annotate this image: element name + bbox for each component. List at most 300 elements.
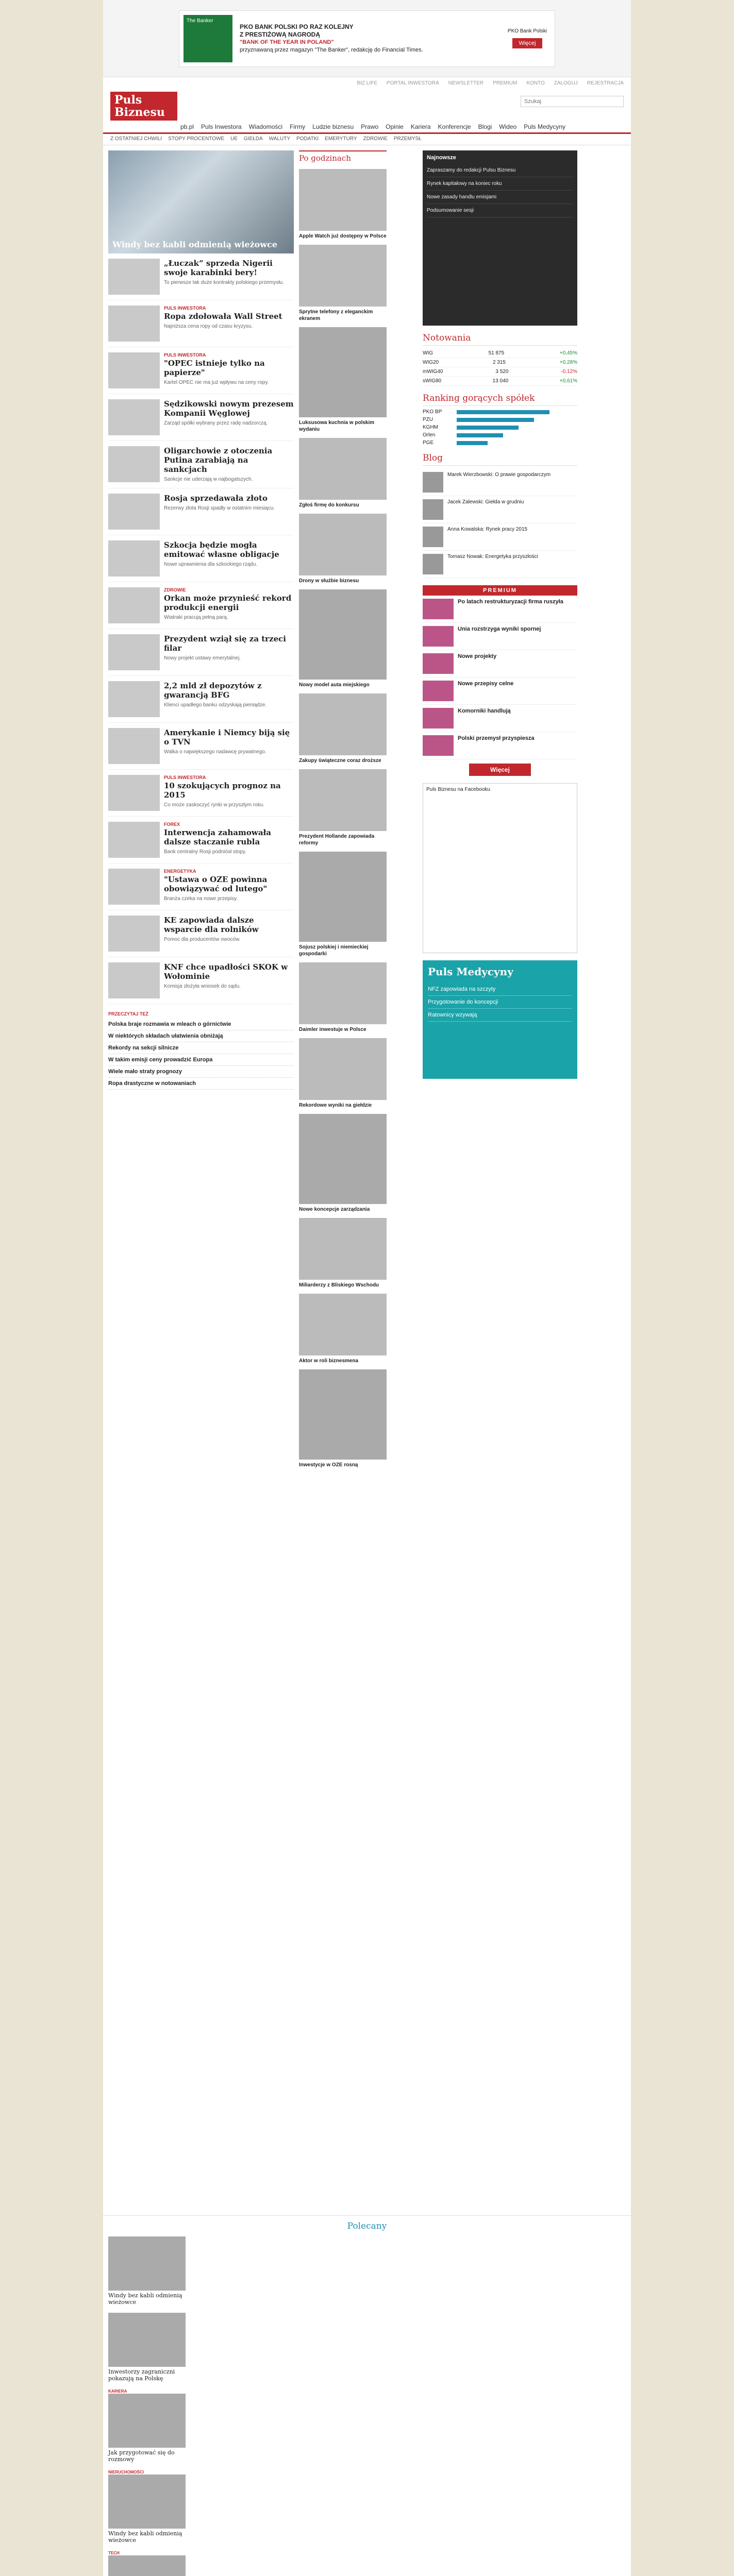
nav-item[interactable]: Kariera: [410, 123, 431, 130]
stock-change: +0,61%: [559, 378, 577, 384]
subnav-item[interactable]: WALUTY: [269, 136, 291, 142]
ranking-name: KGHM: [423, 425, 438, 430]
article-item[interactable]: [108, 394, 294, 441]
article-title[interactable]: Oligarchowie z otoczenia Putina zarabiają na sankcjach: [164, 446, 273, 474]
article-title[interactable]: Sędzikowski nowym prezesem Kompanii Węglowej: [164, 399, 294, 418]
lifestyle-thumbnail[interactable]: [299, 769, 387, 831]
nav-item[interactable]: Ludzie biznesu: [312, 123, 354, 130]
polecany-thumbnail[interactable]: [108, 2236, 186, 2291]
article-body: [164, 869, 294, 905]
article-thumbnail[interactable]: [108, 494, 160, 530]
article-thumbnail[interactable]: [108, 634, 160, 670]
polecany-category: TECH: [108, 2551, 120, 2555]
ranking-bar: [457, 426, 519, 430]
article-lead: Sankcje nie uderzają w najbogatszych.: [164, 477, 253, 482]
topbar: [103, 77, 631, 90]
lifestyle-item[interactable]: [299, 589, 387, 688]
premium-thumb: [423, 735, 454, 756]
lifestyle-item[interactable]: [299, 1038, 387, 1109]
lifestyle-item[interactable]: [299, 169, 387, 240]
nav-item[interactable]: Puls Inwestora: [201, 123, 242, 130]
blog-item[interactable]: [423, 496, 577, 523]
ad-line4: przyznawaną przez magazyn "The Banker", redakcję do Financial Times.: [240, 46, 423, 53]
article-thumbnail[interactable]: [108, 822, 160, 858]
lifestyle-item[interactable]: [299, 327, 387, 433]
stocks-table: [423, 349, 577, 386]
more-item[interactable]: W niektórych składach ułatwienia obniżają: [108, 1030, 294, 1042]
ad-logo: [504, 28, 550, 48]
main-nav: [180, 123, 624, 130]
nav-item[interactable]: Blogi: [478, 123, 492, 130]
search-input[interactable]: [521, 96, 624, 107]
puls-medycyny-title: Puls Medycyny: [428, 965, 513, 978]
blog-item[interactable]: [423, 551, 577, 578]
stock-value: 51 875: [488, 350, 505, 356]
lifestyle-thumbnail[interactable]: [299, 438, 387, 500]
article-title[interactable]: Szkocja będzie mogła emitować własne obligacje: [164, 540, 279, 559]
lifestyle-thumbnail[interactable]: [299, 589, 387, 680]
article-thumbnail[interactable]: [108, 681, 160, 717]
ranking-row[interactable]: [423, 417, 577, 422]
article-lead: Kartel OPEC nie ma już wpływu na ceny ropy.: [164, 380, 269, 385]
article-title[interactable]: "OPEC istnieje tylko na papierze": [164, 359, 265, 377]
topbar-link[interactable]: NEWSLETTER: [448, 80, 484, 86]
article-thumbnail[interactable]: [108, 728, 160, 764]
blog-item[interactable]: [423, 523, 577, 551]
more-category: PRZECZYTAJ TEŻ: [108, 1011, 148, 1016]
premium-item[interactable]: [423, 705, 577, 732]
lifestyle-thumbnail[interactable]: [299, 1114, 387, 1204]
facebook-box[interactable]: [423, 783, 577, 953]
lifestyle-item[interactable]: [299, 693, 387, 764]
subnav-item[interactable]: PODATKI: [296, 136, 319, 142]
stock-name: mWIG40: [423, 369, 443, 375]
article-title[interactable]: Orkan może przynieść rekord produkcji energii: [164, 594, 292, 612]
topbar-link[interactable]: KONTO: [526, 80, 545, 86]
pko-logo-icon: PKO Bank Polski: [507, 28, 547, 34]
avatar: [423, 472, 443, 493]
lifestyle-item[interactable]: [299, 438, 387, 509]
stock-change: +0,28%: [559, 360, 577, 365]
subnav-item[interactable]: EMERYTURY: [325, 136, 357, 142]
ad-more-button[interactable]: Więcej: [512, 38, 542, 48]
article-item[interactable]: [108, 629, 294, 676]
premium-text: Po latach restrukturyzacji firma ruszyła: [458, 599, 563, 605]
article-item[interactable]: [108, 300, 294, 347]
ad-text: [240, 23, 497, 54]
polecany-item[interactable]: [108, 2389, 186, 2463]
article-lead: Zarząd spółki wybrany przez radę nadzorczą.: [164, 420, 268, 426]
polecany-list: [103, 2236, 631, 2576]
latest-item[interactable]: Podsumowanie sesji: [427, 204, 573, 217]
premium-thumb: [423, 708, 454, 728]
blog-text: Jacek Zalewski: Giełda w grudniu: [447, 499, 524, 505]
premium-thumb: [423, 653, 454, 674]
article-lead: Branża czeka na nowe przepisy.: [164, 896, 238, 902]
puls-medycyny-box: [423, 960, 577, 1079]
stock-row[interactable]: [423, 367, 577, 377]
more-item[interactable]: Polska braje rozmawia w mleach o górnictwie: [108, 1019, 294, 1030]
article-body: [164, 399, 294, 435]
lifestyle-thumbnail[interactable]: [299, 1369, 387, 1460]
stocks-title: Notowania: [423, 333, 577, 346]
sidebar: [423, 150, 577, 1473]
article-item[interactable]: [108, 488, 294, 535]
lifestyle-item[interactable]: [299, 962, 387, 1033]
lifestyle-caption[interactable]: Luksusowa kuchnia w polskim wydaniu: [299, 420, 375, 432]
lifestyle-thumbnail[interactable]: [299, 1218, 387, 1280]
article-body: [164, 962, 294, 998]
lifestyle-caption[interactable]: Drony w służbie biznesu: [299, 578, 359, 584]
topbar-link[interactable]: ZALOGUJ: [554, 80, 578, 86]
topbar-link[interactable]: PORTAL INWESTORA: [386, 80, 439, 86]
premium-text: Nowe projekty: [458, 653, 497, 659]
article-body: [164, 728, 294, 764]
avatar: [423, 554, 443, 574]
article-title[interactable]: "Ustawa o OZE powinna obowiązywać od lutego": [164, 875, 268, 893]
latest-title: Najnowsze: [427, 155, 456, 161]
article-item[interactable]: [108, 723, 294, 770]
article-thumbnail[interactable]: [108, 540, 160, 577]
premium-thumb: [423, 626, 454, 647]
lifestyle-thumbnail[interactable]: [299, 1294, 387, 1355]
lifestyle-caption[interactable]: Zakupy świąteczne coraz droższe: [299, 758, 381, 764]
article-list: [108, 253, 294, 1004]
premium-thumb: [423, 681, 454, 701]
article-lead: Najniższa cena ropy od czasu kryzysu.: [164, 324, 253, 329]
nav-item[interactable]: Prawo: [361, 123, 379, 130]
lifestyle-caption[interactable]: Sprytne telefony z eleganckim ekranem: [299, 309, 373, 321]
ranking-title: Ranking gorących spółek: [423, 393, 577, 406]
subnav-item[interactable]: Z OSTATNIEJ CHWILI: [110, 136, 162, 142]
lifestyle-caption[interactable]: Inwestycje w OZE rosną: [299, 1462, 358, 1468]
ranking-row[interactable]: [423, 432, 577, 438]
premium-item[interactable]: [423, 677, 577, 705]
ranking-row[interactable]: [423, 409, 577, 415]
blog-item[interactable]: [423, 469, 577, 496]
more-item[interactable]: W takim emisji ceny prowadzić Europa: [108, 1054, 294, 1066]
lifestyle-caption[interactable]: Zgłoś firmę do konkursu: [299, 502, 359, 508]
nav-item[interactable]: Konferencje: [438, 123, 471, 130]
topbar-link[interactable]: PREMIUM: [493, 80, 518, 86]
blog-title: Blog: [423, 453, 577, 466]
article-thumbnail[interactable]: [108, 962, 160, 998]
article-lead: Klienci upadłego banku odzyskają pieniądze.: [164, 702, 267, 708]
article-title[interactable]: Interwencja zahamowała dalsze staczanie rubla: [164, 828, 272, 846]
lifestyle-thumbnail[interactable]: [299, 245, 387, 307]
article-lead: Wiatraki pracują pełną parą.: [164, 615, 228, 620]
ranking-bar: [457, 418, 534, 422]
article-item[interactable]: [108, 535, 294, 582]
lifestyle-item[interactable]: [299, 1218, 387, 1289]
lifestyle-thumbnail[interactable]: [299, 169, 387, 231]
avatar: [423, 527, 443, 547]
article-lead: Rezerwy złota Rosji spadły w ostatnim miesiącu.: [164, 505, 275, 511]
article-title[interactable]: 10 szokujących prognoz na 2015: [164, 781, 281, 800]
blog-text: Tomasz Nowak: Energetyka przyszłości: [447, 554, 538, 560]
premium-thumb: [423, 599, 454, 619]
stock-change: +0,45%: [559, 350, 577, 356]
polecany-caption[interactable]: Windy bez kabli odmienią wieżowce: [108, 2530, 182, 2544]
nav-item[interactable]: pb.pl: [180, 123, 194, 130]
nav-item[interactable]: Opinie: [386, 123, 404, 130]
polecany-category: KARIERA: [108, 2389, 127, 2394]
polecany-thumbnail[interactable]: [108, 2555, 186, 2576]
lifestyle-item[interactable]: [299, 852, 387, 957]
ranking-row[interactable]: [423, 440, 577, 446]
polecany-caption[interactable]: Windy bez kabli odmienią wieżowce: [108, 2292, 182, 2306]
page: [103, 0, 631, 2576]
article-body: [164, 352, 294, 388]
article-item[interactable]: [108, 863, 294, 910]
premium-title: PREMIUM: [423, 585, 577, 596]
article-body: [164, 494, 294, 530]
more-item[interactable]: Ropa drastyczne w notowaniach: [108, 1078, 294, 1090]
polecany-thumbnail[interactable]: [108, 2475, 186, 2529]
article-lead: Pomoc dla producentów owoców.: [164, 937, 241, 942]
article-category[interactable]: PULS INWESTORA: [164, 775, 206, 780]
lifestyle-thumbnail[interactable]: [299, 1038, 387, 1100]
article-lead: Bank centralny Rosji podniósł stopy.: [164, 849, 246, 855]
avatar: [423, 499, 443, 520]
article-item[interactable]: [108, 582, 294, 629]
po-godzinach-title: Po godzinach: [299, 154, 351, 163]
subnav-item[interactable]: STOPY PROCENTOWE: [168, 136, 225, 142]
article-thumbnail[interactable]: [108, 916, 160, 952]
article-title[interactable]: KE zapowiada dalsze wsparcie dla rolników: [164, 916, 259, 934]
polecany-caption[interactable]: Inwestorzy zagraniczni pokazują na Polskę: [108, 2368, 175, 2382]
article-lead: Co może zaskoczyć rynki w przyszłym roku.: [164, 802, 265, 808]
medycyny-item[interactable]: Przygotowanie do koncepcji: [428, 996, 572, 1009]
article-title[interactable]: Amerykanie i Niemcy biją się o TVN: [164, 728, 290, 747]
article-lead: Nowe uprawnienia dla szkockiego rządu.: [164, 562, 258, 567]
article-thumbnail[interactable]: [108, 775, 160, 811]
article-title[interactable]: Ropa zdołowała Wall Street: [164, 312, 282, 321]
lifestyle-column: [299, 150, 387, 1473]
lifestyle-caption[interactable]: Nowe koncepcje zarządzania: [299, 1207, 370, 1212]
lifestyle-list: [299, 169, 387, 1468]
article-category[interactable]: ENERGETYKA: [164, 869, 196, 874]
ad-banner[interactable]: [179, 10, 555, 67]
article-item[interactable]: [108, 347, 294, 394]
article-category[interactable]: PULS INWESTORA: [164, 352, 206, 358]
article-body: [164, 681, 294, 717]
stock-name: WIG20: [423, 360, 439, 365]
ad-line1: PKO BANK POLSKI PO RAZ KOLEJNY: [240, 23, 354, 30]
ranking-block: [423, 393, 577, 446]
article-thumbnail[interactable]: [108, 259, 160, 295]
premium-item[interactable]: [423, 623, 577, 650]
article-thumbnail[interactable]: [108, 587, 160, 623]
lifestyle-item[interactable]: [299, 514, 387, 584]
latest-item[interactable]: Nowe zasady handlu emisjami: [427, 191, 573, 204]
more-list: [108, 1011, 294, 1090]
lifestyle-caption[interactable]: Nowy model auta miejskiego: [299, 682, 370, 688]
topbar-link[interactable]: BIZ.LIFE: [357, 80, 377, 86]
premium-text: Komorniki handlują: [458, 708, 511, 714]
lifestyle-thumbnail[interactable]: [299, 327, 387, 417]
lifestyle-thumbnail[interactable]: [299, 514, 387, 575]
polecany-item[interactable]: [108, 2236, 186, 2306]
premium-text: Unia rozstrzyga wyniki spornej: [458, 626, 541, 632]
nav-item[interactable]: Firmy: [290, 123, 306, 130]
ranking-bar: [457, 410, 549, 414]
ranking-name: PKO BP: [423, 409, 442, 415]
premium-text: Nowe przepisy celne: [458, 681, 514, 687]
article-body: [164, 822, 294, 858]
article-lead: Nowy projekt ustawy emerytalnej.: [164, 655, 241, 661]
stock-row[interactable]: [423, 377, 577, 386]
ranking-list: [423, 409, 577, 446]
stock-change: -0,12%: [561, 369, 577, 375]
article-title[interactable]: KNF chce upadłości SKOK w Wołominie: [164, 962, 288, 981]
polecany-thumbnail[interactable]: [108, 2313, 186, 2367]
article-body: [164, 634, 294, 670]
article-title[interactable]: „Łuczak” sprzeda Nigerii swoje karabinki bery!: [164, 259, 273, 277]
stocks-block: [423, 333, 577, 386]
article-thumbnail[interactable]: [108, 869, 160, 905]
blog-block: [423, 453, 577, 578]
lower-sections: [103, 2215, 631, 2576]
stock-value: 2 315: [492, 360, 506, 365]
stock-name: sWIG80: [423, 378, 442, 384]
polecany-title: Polecany: [103, 2215, 631, 2236]
site-header: [103, 77, 631, 134]
facebook-title: Puls Biznesu na Facebooku: [426, 787, 490, 792]
polecany-caption[interactable]: Jak przygotować się do rozmowy: [108, 2449, 175, 2463]
article-title[interactable]: Prezydent wziął się za trzeci filar: [164, 634, 286, 653]
nav-item[interactable]: Wideo: [499, 123, 517, 130]
news-column: [108, 150, 294, 1473]
article-thumbnail[interactable]: [108, 399, 160, 435]
polecany-item[interactable]: [108, 2470, 186, 2544]
lifestyle-thumbnail[interactable]: [299, 962, 387, 1024]
article-item[interactable]: [108, 817, 294, 863]
lifestyle-caption[interactable]: Sojusz polskiej i niemieckiej gospodarki: [299, 944, 369, 957]
article-thumbnail[interactable]: [108, 306, 160, 342]
article-item[interactable]: [108, 770, 294, 817]
lifestyle-thumbnail[interactable]: [299, 693, 387, 755]
ranking-name: PZU: [423, 417, 433, 422]
premium-item[interactable]: [423, 732, 577, 759]
topbar-link[interactable]: REJESTRACJA: [587, 80, 624, 86]
po-godzinach-box: [299, 150, 387, 165]
lifestyle-caption[interactable]: Rekordowe wyniki na giełdzie: [299, 1103, 372, 1108]
article-item[interactable]: [108, 441, 294, 488]
stock-row[interactable]: [423, 358, 577, 367]
article-title[interactable]: Rosja sprzedawała złoto: [164, 494, 268, 503]
premium-block: [423, 585, 577, 776]
latest-box: [423, 150, 577, 326]
article-item[interactable]: [108, 957, 294, 1004]
site-logo[interactable]: Puls Biznesu: [110, 92, 177, 121]
nav-item[interactable]: Puls Medycyny: [524, 123, 565, 130]
medycyny-item[interactable]: NFZ zapowiada na szczyty: [428, 983, 572, 996]
polecany-thumbnail[interactable]: [108, 2394, 186, 2448]
lifestyle-caption[interactable]: Aktor w roli biznesmena: [299, 1358, 359, 1364]
article-category[interactable]: PULS INWESTORA: [164, 306, 206, 311]
latest-item[interactable]: Zapraszamy do redakcji Pulsu Biznesu: [427, 164, 573, 177]
stock-value: 3 520: [495, 369, 509, 375]
hero-caption[interactable]: Windy bez kabli odmienią wieżowce: [112, 240, 278, 249]
premium-text: Polski przemysł przyspiesza: [458, 735, 535, 741]
subnav-item[interactable]: GIEŁDA: [244, 136, 263, 142]
latest-item[interactable]: Rynek kapitałowy na koniec roku: [427, 177, 573, 191]
ranking-name: PGE: [423, 440, 434, 446]
more-item[interactable]: Wiele mało straty prognozy: [108, 1066, 294, 1078]
article-item[interactable]: [108, 910, 294, 957]
ad-line3: "BANK OF THE YEAR IN POLAND": [240, 39, 334, 45]
ranking-name: Orlen: [423, 432, 436, 438]
article-body: [164, 587, 294, 623]
article-category[interactable]: ZDROWIE: [164, 587, 186, 592]
premium-item[interactable]: [423, 650, 577, 677]
blog-text: Anna Kowalska: Rynek pracy 2015: [447, 527, 528, 532]
subnav-item[interactable]: PRZEMYSŁ: [393, 136, 422, 142]
article-lead: Walka o największego nadawcę prywatnego.: [164, 749, 266, 755]
lifestyle-item[interactable]: [299, 1294, 387, 1364]
article-body: [164, 446, 294, 483]
blog-text: Marek Wierzbowski: O prawie gospodarczym: [447, 472, 551, 478]
stock-row[interactable]: [423, 349, 577, 358]
premium-more-button[interactable]: Więcej: [469, 764, 531, 776]
hero-article[interactable]: [108, 150, 294, 253]
stock-name: WIG: [423, 350, 433, 356]
premium-item[interactable]: [423, 596, 577, 623]
article-thumbnail[interactable]: [108, 352, 160, 388]
polecany-category: NIERUCHOMOŚCI: [108, 2470, 144, 2475]
main-content: [103, 145, 631, 1479]
subnav-item[interactable]: UE: [230, 136, 238, 142]
article-body: [164, 540, 294, 577]
ad-magazine-cover: The Banker: [184, 15, 232, 62]
ranking-row[interactable]: [423, 425, 577, 430]
lifestyle-thumbnail[interactable]: [299, 852, 387, 942]
article-item[interactable]: [108, 676, 294, 723]
article-body: [164, 259, 294, 295]
lifestyle-caption[interactable]: Apple Watch już dostępny w Polsce: [299, 233, 387, 239]
polecany-item[interactable]: [108, 2551, 186, 2576]
subnav-item[interactable]: ZDROWIE: [363, 136, 388, 142]
article-thumbnail[interactable]: [108, 446, 160, 482]
medycyny-item[interactable]: Ratownicy wzywają: [428, 1009, 572, 1022]
article-item[interactable]: [108, 253, 294, 300]
sub-nav: [103, 134, 631, 145]
lifestyle-caption[interactable]: Miliarderzy z Bliskiego Wschodu: [299, 1282, 379, 1288]
article-body: [164, 775, 294, 811]
ranking-bar: [457, 433, 503, 437]
article-category[interactable]: FOREX: [164, 822, 180, 827]
stock-value: 13 040: [492, 378, 509, 384]
lifestyle-caption[interactable]: Prezydent Hollande zapowiada reformy: [299, 834, 375, 846]
ranking-bar: [457, 441, 488, 445]
article-title[interactable]: 2,2 mld zł depozytów z gwarancją BFG: [164, 681, 262, 700]
lifestyle-item[interactable]: [299, 769, 387, 846]
nav-item[interactable]: Wiadomości: [248, 123, 283, 130]
lifestyle-item[interactable]: [299, 1369, 387, 1468]
article-lead: To pierwsze tak duże kontrakty polskiego przemysłu.: [164, 280, 284, 285]
article-body: [164, 916, 294, 952]
top-advertisement: [103, 0, 631, 77]
lifestyle-item[interactable]: [299, 1114, 387, 1213]
article-body: [164, 306, 294, 342]
more-item[interactable]: Rekordy na sekcji silnicze: [108, 1042, 294, 1054]
ad-line2: Z PRESTIŻOWĄ NAGRODĄ: [240, 30, 320, 38]
article-lead: Komisja złożyła wniosek do sądu.: [164, 984, 241, 989]
polecany-item[interactable]: [108, 2313, 186, 2382]
lifestyle-caption[interactable]: Daimler inwestuje w Polsce: [299, 1027, 366, 1032]
lifestyle-item[interactable]: [299, 245, 387, 322]
